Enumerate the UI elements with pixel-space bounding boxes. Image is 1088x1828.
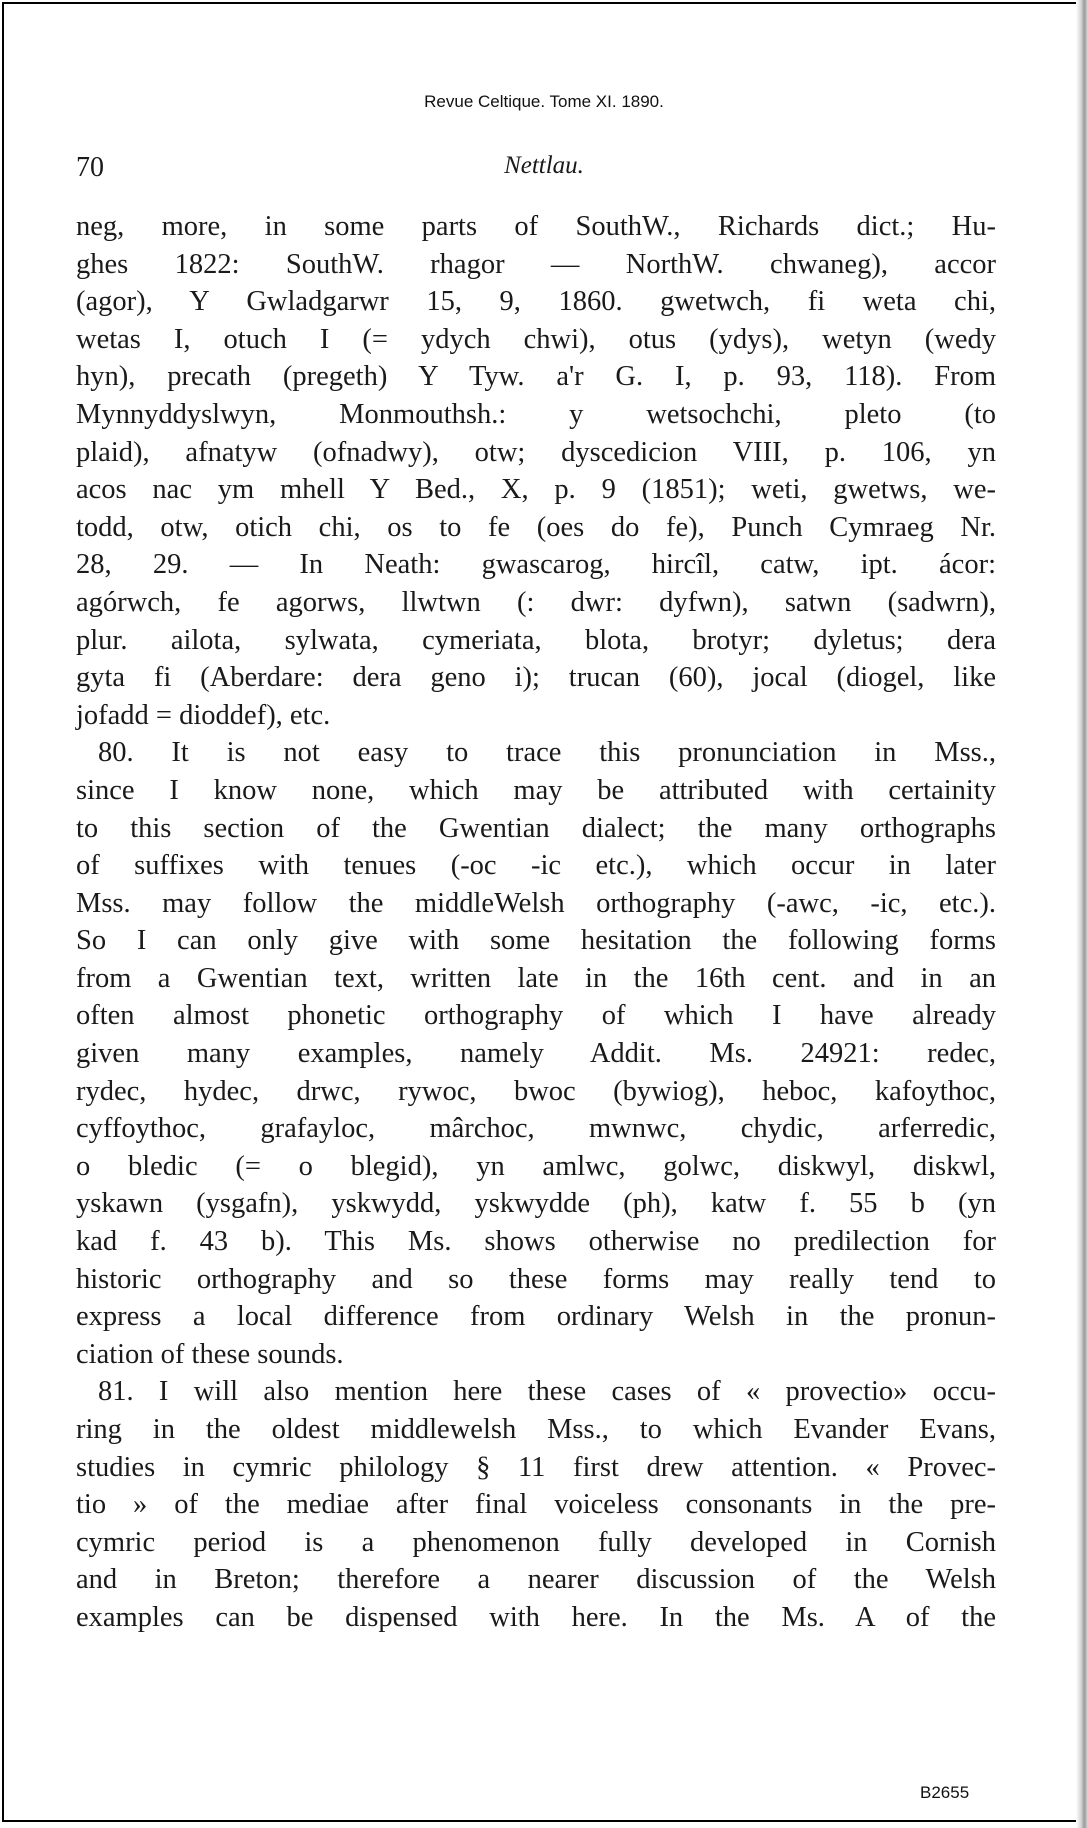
paragraph-81-start: 81. I will also mention here these cases of « provectio» occu- bbox=[98, 1376, 996, 1408]
text-line: wetas I, otuch I (= ydych chwi), otus (ydys), wetyn (wedy bbox=[76, 323, 996, 355]
text-line: o bledic (= o blegid), yn amlwc, golwc, diskwyl, diskwl, bbox=[76, 1150, 996, 1182]
text-line: examples can be dispensed with here. In the Ms. A of the bbox=[76, 1601, 996, 1633]
text-line: of suffixes with tenues (-oc -ic etc.), which occur in later bbox=[76, 850, 996, 882]
body-text bbox=[76, 208, 996, 1637]
text-line: ring in the oldest middlewelsh Mss., to which Evander Evans, bbox=[76, 1414, 996, 1445]
text-line: Mss. may follow the middleWelsh orthography (-awc, -ic, etc.). bbox=[76, 887, 996, 919]
text-line: studies in cymric philology § 11 first drew attention. « Provec- bbox=[76, 1451, 996, 1483]
text-line: cymric period is a phenomenon fully developed in Cornish bbox=[76, 1526, 996, 1558]
text-line: often almost phonetic orthography of which I have already bbox=[76, 1000, 996, 1032]
text-line: hyn), precath (pregeth) Y Tyw. a'r G. I, p. 93, 118). From bbox=[76, 361, 996, 393]
paragraph-end-line: ciation of these sounds. bbox=[76, 1338, 344, 1370]
running-head: Nettlau. bbox=[504, 152, 584, 179]
text-line: 28, 29. — In Neath: gwascarog, hircîl, catw, ipt. ácor: bbox=[76, 549, 996, 581]
page-number: 70 bbox=[76, 152, 104, 183]
text-line: Mynnyddyslwyn, Monmouthsh.: y wetsochchi, pleto (to bbox=[76, 398, 996, 430]
page-edge-shadow bbox=[1076, 0, 1088, 1828]
text-line: from a Gwentian text, written late in the 16th cent. and in an bbox=[76, 962, 996, 994]
text-line: since I know none, which may be attributed with certainity bbox=[76, 774, 996, 806]
text-line: historic orthography and so these forms may really tend to bbox=[76, 1263, 996, 1295]
text-line: cyffoythoc, grafayloc, mârchoc, mwnwc, chydic, arferredic, bbox=[76, 1113, 996, 1145]
journal-reference: Revue Celtique. Tome XI. 1890. bbox=[424, 92, 664, 111]
text-line: rydec, hydec, drwc, rywoc, bwoc (bywiog), heboc, kafoythoc, bbox=[76, 1075, 996, 1107]
archive-id: B2655 bbox=[920, 1783, 970, 1802]
text-line: agórwch, fe agorws, llwtwn (: dwr: dyfwn), satwn (sadwrn), bbox=[76, 586, 996, 618]
text-line: plaid), afnatyw (ofnadwy), otw; dyscedicion VIII, p. 106, yn bbox=[76, 436, 996, 468]
text-line: (agor), Y Gwladgarwr 15, 9, 1860. gwetwch, fi weta chi, bbox=[76, 286, 996, 318]
text-line: todd, otw, otich chi, os to fe (oes do fe), Punch Cymraeg Nr. bbox=[76, 511, 996, 543]
paragraph-80-start: 80. It is not easy to trace this pronunciation in Mss., bbox=[98, 737, 996, 769]
text-line: acos nac ym mhell Y Bed., X, p. 9 (1851); weti, gwetws, we- bbox=[76, 474, 996, 506]
text-line: tio » of the mediae after final voiceless consonants in the pre- bbox=[76, 1489, 996, 1521]
text-line: kad f. 43 b). This Ms. shows otherwise no predilection for bbox=[76, 1226, 996, 1258]
text-line: So I can only give with some hesitation the following forms bbox=[76, 925, 996, 957]
text-line: gyta fi (Aberdare: dera geno i); trucan (60), jocal (diogel, like bbox=[76, 662, 996, 694]
text-line: to this section of the Gwentian dialect; the many orthographs bbox=[76, 812, 996, 844]
paragraph-end-line: jofadd = dioddef), etc. bbox=[76, 699, 331, 731]
text-line: given many examples, namely Addit. Ms. 24921: redec, bbox=[76, 1038, 996, 1070]
text-line: ghes 1822: SouthW. rhagor — NorthW. chwaneg), accor bbox=[76, 248, 996, 280]
text-line: plur. ailota, sylwata, cymeriata, blota, brotyr; dyletus; dera bbox=[76, 624, 996, 656]
text-line: and in Breton; therefore a nearer discussion of the Welsh bbox=[76, 1564, 996, 1596]
text-line: neg, more, in some parts of SouthW., Richards dict.; Hu- bbox=[76, 211, 996, 242]
text-line: express a local difference from ordinary Welsh in the pronun- bbox=[76, 1301, 996, 1333]
text-line: yskawn (ysgafn), yskwydd, yskwydde (ph), katw f. 55 b (yn bbox=[76, 1188, 996, 1220]
